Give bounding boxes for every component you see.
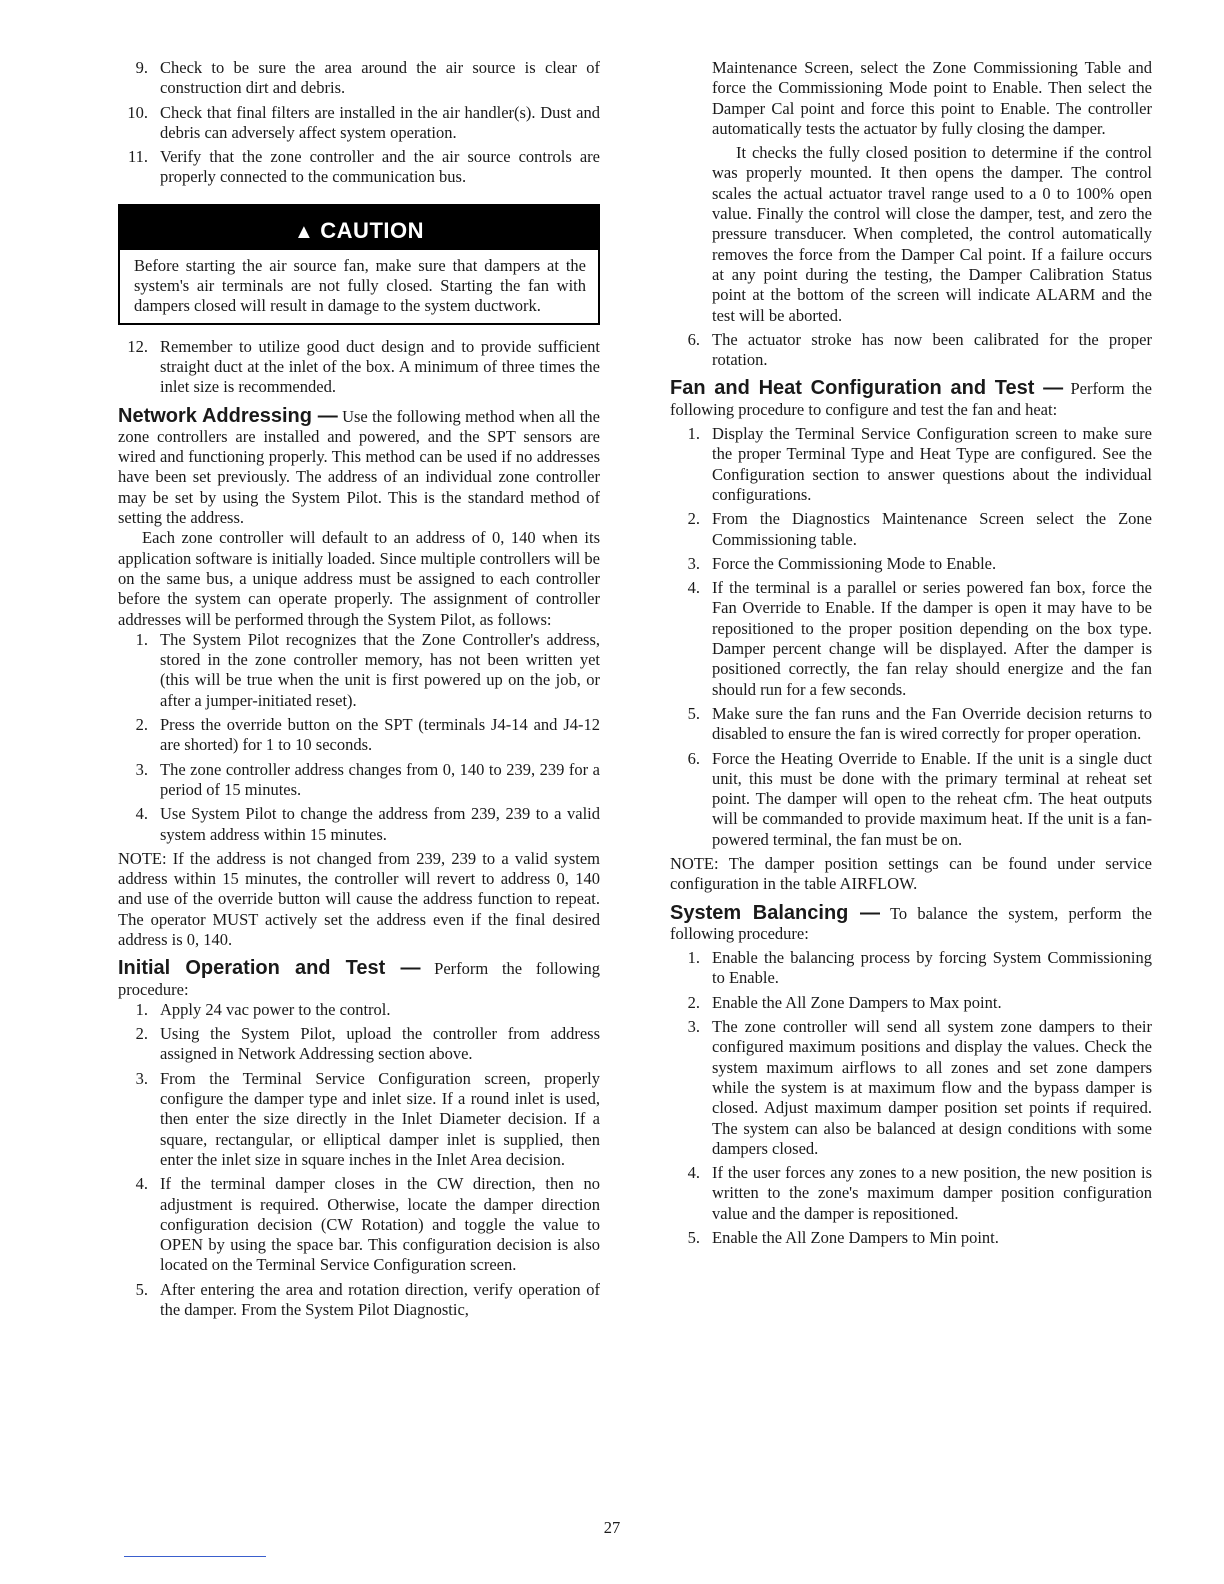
item-text: Force the Heating Override to Enable. If the unit is a single duct unit, this must be done with the primary terminal at reheat set point. The damper will open to the reheat cfm. The heat outputs will be commanded to provide maximum heat. If the unit is a fan-powered terminal, the fan must be on. [712, 748, 1152, 849]
item-number: 1. [135, 629, 148, 649]
list-item [118, 804, 600, 845]
list-item [670, 948, 1152, 989]
warning-triangle-icon: ▲ [293, 220, 315, 243]
list-item [670, 509, 1152, 550]
item-number: 4. [687, 1163, 700, 1183]
caution-title: CAUTION [320, 217, 424, 243]
item-number: 1. [687, 948, 700, 968]
item-text: If the terminal damper closes in the CW direction, then no adjustment is required. Otherwise, locate the damper direction configuration decision (CW Rotation) and toggle the value to OPEN by using the space bar. This configuration decision is also located on the Terminal Service Configuration screen. [160, 1174, 600, 1275]
list-item [118, 58, 600, 99]
list-item [670, 424, 1152, 505]
item-number: 5. [687, 703, 700, 723]
initial-operation-paragraph [118, 958, 600, 1000]
initial-operation-intro: Perform the following procedure: [118, 959, 601, 999]
item-6-list [670, 330, 1152, 371]
item-number: 6. [687, 748, 700, 768]
network-addressing-note: NOTE: If the address is not changed from 239, 239 to a valid system address within 15 minutes, the controller will revert to address 0, 140 and use of the override button will cause the address function to repeat. The operator MUST actively set the address even if the final desired address is 0, 140. [118, 848, 600, 949]
fan-heat-paragraph [670, 378, 1152, 420]
network-addressing-paragraph [118, 406, 600, 529]
item-number: 1. [135, 999, 148, 1019]
item-text: Verify that the zone controller and the air source controls are properly connected to the communication bus. [160, 147, 600, 187]
item-number: 6. [687, 329, 700, 349]
item-number: 3. [687, 553, 700, 573]
list-item [670, 578, 1152, 700]
list-item [670, 749, 1152, 850]
item-text: Press the override button on the SPT (terminals J4-14 and J4-12 are shorted) for 1 to 10 seconds. [160, 715, 600, 755]
fan-heat-intro: Perform the following procedure to configure and test the fan and heat: [670, 379, 1152, 419]
item-number: 3. [135, 759, 148, 779]
caution-box [118, 204, 600, 325]
item-number-blank [682, 58, 712, 139]
item-number: 9. [135, 58, 148, 77]
list-item [118, 337, 600, 398]
page-number: 27 [603, 1518, 621, 1537]
item-number: 4. [687, 578, 700, 598]
list-item [118, 1069, 600, 1170]
item-text: After entering the area and rotation direction, verify operation of the damper. From the System Pilot Diagnostic, [160, 1279, 600, 1320]
caution-header [120, 206, 598, 250]
continued-step [670, 58, 1152, 139]
item-text: Check that final filters are installed in the air handler(s). Dust and debris can adversely affect system operation. [160, 102, 600, 142]
system-balancing-steps [670, 948, 1152, 1248]
item-number: 2. [135, 1024, 148, 1044]
item-text: Enable the All Zone Dampers to Max point. [712, 992, 1002, 1012]
item-text: Enable the All Zone Dampers to Min point. [712, 1228, 999, 1248]
list-item [118, 147, 600, 188]
item-text: The System Pilot recognizes that the Zone Controller's address, stored in the zone controller memory, has not been written yet (this will be true when the unit is first powered up on the job, or after a jumper-initiated reset). [160, 629, 600, 710]
continued-paragraph: It checks the fully closed position to determine if the control was properly mounted. It then opens the damper. The control scales the actual actuator travel range used to a 0 to 100% open value. Finally the control will close the damper, test, and zero the pressure transducer. When completed, the control automatically removes the force from the Damper Cal point. If a failure occurs at any point during the testing, the Damper Calibration Status point at the bottom of the screen will indicate ALARM and the test will be aborted. [712, 143, 1152, 325]
item-number: 4. [135, 804, 148, 824]
item-text: Apply 24 vac power to the control. [160, 999, 391, 1019]
fan-heat-steps [670, 424, 1152, 850]
network-addressing-heading: Network Addressing — [118, 404, 338, 427]
item-text: Maintenance Screen, select the Zone Commissioning Table and force the Commissioning Mode point to Enable. Then select the Damper Cal point and force this point to Enable. The controller automatically tests the actuator by fully closing the damper. [712, 58, 1152, 138]
list-item [670, 993, 1152, 1013]
list-item [670, 330, 1152, 371]
item-number: 3. [687, 1017, 700, 1037]
item-text: If the terminal is a parallel or series powered fan box, force the Fan Override to Enable. If the damper is open it may have to be repositioned to the proper position depending on the box type. Damper percent change will be displayed. After the damper is positioned correctly, the fan relay should energize and the fan should run for a few seconds. [712, 578, 1152, 699]
item-number: 2. [135, 715, 148, 735]
right-column [670, 58, 1152, 1252]
list-item [118, 630, 600, 711]
list-item [118, 1174, 600, 1275]
item-text: The zone controller will send all system zone dampers to their configured maximum positions and display the values. Check the system maximum airflows to all zones and set zone dampers while the system is at maximum flow and the bypass damper is closed. Adjust maximum damper position set points if required. The system can also be balanced at design conditions with some dampers closed. [712, 1017, 1152, 1158]
item-text: Check to be sure the area around the air source is clear of construction dirt and debris. [160, 58, 600, 98]
list-item [118, 103, 600, 144]
item-number: 5. [687, 1228, 700, 1248]
item-text: From the Diagnostics Maintenance Screen select the Zone Commissioning table. [712, 509, 1152, 549]
item-text: Force the Commissioning Mode to Enable. [712, 553, 997, 573]
list-item [670, 58, 1152, 139]
item-number: 11. [127, 147, 148, 167]
list-item [670, 1228, 1152, 1248]
item-number: 1. [687, 424, 700, 444]
item-number: 10. [127, 102, 148, 122]
item-number: 12. [127, 336, 148, 356]
fan-heat-heading: Fan and Heat Configuration and Test — [670, 377, 1064, 400]
item-text: Use System Pilot to change the address from 239, 239 to a valid system address within 15 minutes. [160, 804, 600, 844]
list-item [670, 704, 1152, 745]
left-column [118, 58, 600, 1324]
item-text: Enable the balancing process by forcing System Commissioning to Enable. [712, 948, 1152, 988]
list-item [670, 554, 1152, 574]
network-addressing-steps [118, 630, 600, 845]
footer-divider [124, 1556, 266, 1557]
item-text: Display the Terminal Service Configuration screen to make sure the proper Terminal Type and Heat Type are configured. See the Configuration section to answer questions about the individual configurations. [712, 424, 1152, 504]
item-number: 2. [687, 992, 700, 1012]
item-number: 2. [687, 509, 700, 529]
item-number: 3. [135, 1068, 148, 1088]
network-addressing-para2: Each zone controller will default to an address of 0, 140 when its application software is initially loaded. Since multiple controllers will be on the same bus, a unique address must be assigned to each controller before the system can operate properly. The assignment of controller addresses will be performed through the System Pilot, as follows: [118, 528, 600, 629]
item-text: The actuator stroke has now been calibrated for the proper rotation. [712, 329, 1152, 370]
list-item [118, 1000, 600, 1020]
item-text: Remember to utilize good duct design and to provide sufficient straight duct at the inlet of the box. A minimum of three times the inlet size is recommended. [160, 336, 600, 397]
system-balancing-heading: System Balancing — [670, 901, 881, 924]
initial-operation-steps [118, 1000, 600, 1320]
list-item [670, 1017, 1152, 1159]
list-item [670, 1163, 1152, 1224]
fan-heat-note: NOTE: The damper position settings can be found under service configuration in the table AIRFLOW. [670, 853, 1152, 894]
item-text: Using the System Pilot, upload the controller from address assigned in Network Addressing section above. [160, 1024, 600, 1064]
system-balancing-intro: To balance the system, perform the following procedure: [670, 903, 1152, 943]
list-item [118, 1280, 600, 1321]
initial-operation-heading: Initial Operation and Test — [118, 957, 421, 980]
item-12-list [118, 337, 600, 398]
item-number: 5. [135, 1279, 148, 1299]
list-item [118, 1024, 600, 1065]
system-balancing-paragraph [670, 903, 1152, 945]
item-text: The zone controller address changes from 0, 140 to 239, 239 for a period of 15 minutes. [160, 759, 600, 799]
item-number: 4. [135, 1174, 148, 1194]
top-list [118, 58, 600, 188]
caution-text: Before starting the air source fan, make sure that dampers at the system's air terminals are not fully closed. Starting the fan with dampers closed will result in damage to the system ductwork. [134, 255, 586, 316]
list-item [118, 715, 600, 756]
item-text: From the Terminal Service Configuration screen, properly configure the damper type and inlet size. If a round inlet is used, then enter the size directly in the Inlet Diameter decision. If a square, rectangular, or elliptical damper inlet is supplied, then enter the inlet size in square inches in the Inlet Area decision. [160, 1068, 600, 1169]
item-text: Make sure the fan runs and the Fan Override decision returns to disabled to ensure the fan is wired correctly for proper operation. [712, 703, 1152, 744]
network-addressing-intro: Use the following method when all the zone controllers are installed and powered, and the SPT sensors are wired and functioning properly. This method can be used if no addresses have been set previously. The address of an individual zone controller may be set by using the System Pilot. This is the standard method of setting the address. [118, 406, 600, 528]
list-item [118, 760, 600, 801]
item-text: If the user forces any zones to a new position, the new position is written to the zone's maximum damper position configuration value and the damper is repositioned. [712, 1163, 1152, 1223]
